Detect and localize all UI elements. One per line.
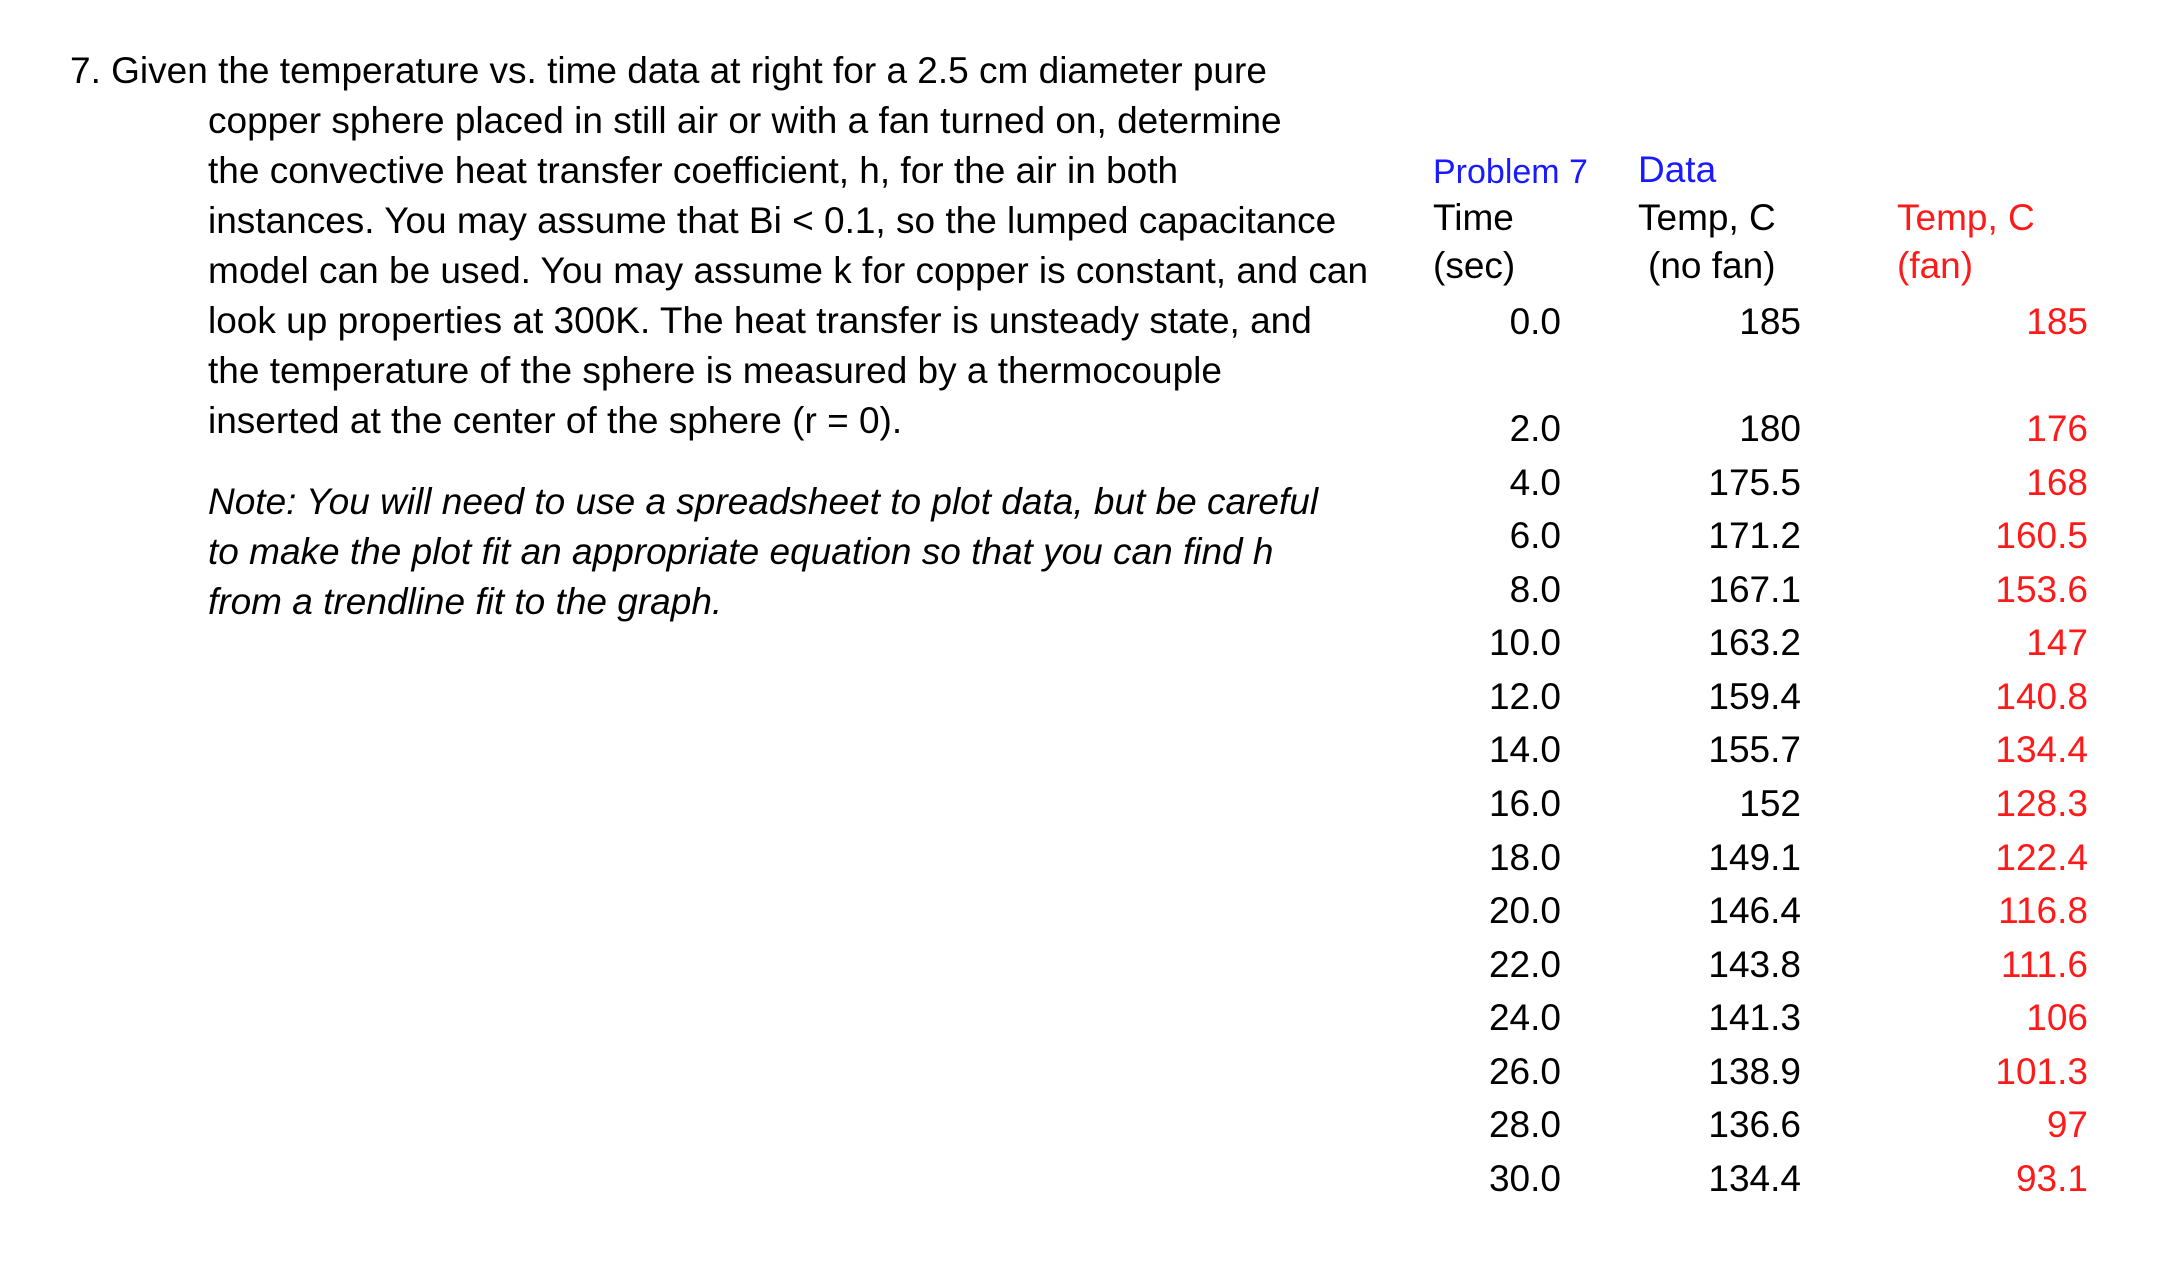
time-cell: 30.0 xyxy=(1488,1158,1561,1199)
problem-body xyxy=(70,96,1410,446)
nofan-cell: 134.4 xyxy=(1708,1158,1801,1199)
nofan-header-2: (no fan) xyxy=(1648,245,1776,286)
nofan-cell: 175.5 xyxy=(1708,462,1801,503)
problem-line: look up properties at 300K. The heat transfer is unsteady state, and xyxy=(208,300,1312,341)
fan-cell: 147 xyxy=(2026,622,2088,663)
nofan-cell: 138.9 xyxy=(1708,1051,1801,1092)
fan-cell: 116.8 xyxy=(1998,890,2088,931)
fan-cell: 185 xyxy=(2026,301,2088,342)
fan-header-2: (fan) xyxy=(1897,245,1974,286)
nofan-cell: 159.4 xyxy=(1708,676,1801,717)
fan-cell: 168 xyxy=(2026,462,2088,503)
problem-statement xyxy=(70,46,1410,446)
fan-cell: 111.6 xyxy=(2000,944,2088,985)
problem-line: copper sphere placed in still air or with a fan turned on, determine xyxy=(208,100,1282,141)
problem-first-line: 7. Given the temperature vs. time data at right for a 2.5 cm diameter pure xyxy=(70,50,1267,91)
nofan-cell: 167.1 xyxy=(1708,569,1801,610)
nofan-cell: 146.4 xyxy=(1708,890,1801,931)
nofan-cell: 155.7 xyxy=(1708,729,1801,770)
time-cell: 4.0 xyxy=(1509,462,1561,503)
fan-cell: 93.1 xyxy=(2015,1158,2088,1199)
time-header-1: Time xyxy=(1433,197,1514,238)
time-cell: 26.0 xyxy=(1488,1051,1561,1092)
time-cell: 28.0 xyxy=(1488,1104,1561,1145)
fan-cell: 97 xyxy=(2046,1104,2088,1145)
note-line: to make the plot fit an appropriate equation so that you can find h xyxy=(208,531,1274,572)
time-cell: 12.0 xyxy=(1488,676,1561,717)
time-cell: 8.0 xyxy=(1509,569,1561,610)
problem-line: inserted at the center of the sphere (r = 0). xyxy=(208,400,903,441)
fan-cell: 176 xyxy=(2026,408,2088,449)
problem-line: instances. You may assume that Bi < 0.1, so the lumped capacitance xyxy=(208,200,1337,241)
time-cell: 0.0 xyxy=(1509,301,1561,342)
table-title-right: Data xyxy=(1638,149,1717,190)
problem-line: model can be used. You may assume k for copper is constant, and can xyxy=(208,250,1369,291)
note xyxy=(208,477,1318,627)
fan-cell: 128.3 xyxy=(1995,783,2088,824)
time-cell: 20.0 xyxy=(1488,890,1561,931)
nofan-header-1: Temp, C xyxy=(1638,197,1776,238)
nofan-cell: 180 xyxy=(1739,408,1801,449)
time-cell: 14.0 xyxy=(1488,729,1561,770)
fan-cell: 122.4 xyxy=(1995,837,2088,878)
fan-cell: 153.6 xyxy=(1995,569,2088,610)
nofan-cell: 171.2 xyxy=(1708,515,1801,556)
nofan-cell: 185 xyxy=(1739,301,1801,342)
time-cell: 10.0 xyxy=(1488,622,1561,663)
fan-cell: 140.8 xyxy=(1995,676,2088,717)
problem-line: the convective heat transfer coefficient, h, for the air in both xyxy=(208,150,1179,191)
fan-cell: 134.4 xyxy=(1995,729,2088,770)
problem-line: the temperature of the sphere is measured by a thermocouple xyxy=(208,350,1222,391)
fan-header-1: Temp, C xyxy=(1897,197,2035,238)
nofan-cell: 149.1 xyxy=(1708,837,1801,878)
time-cell: 2.0 xyxy=(1509,408,1561,449)
fan-cell: 101.3 xyxy=(1995,1051,2088,1092)
time-cell: 18.0 xyxy=(1488,837,1561,878)
table-title-left: Problem 7 xyxy=(1433,153,1588,191)
note-line: Note: You will need to use a spreadsheet to plot data, but be careful xyxy=(208,481,1319,522)
time-cell: 16.0 xyxy=(1488,783,1561,824)
nofan-cell: 143.8 xyxy=(1708,944,1801,985)
time-cell: 22.0 xyxy=(1488,944,1561,985)
time-header-2: (sec) xyxy=(1433,245,1516,286)
nofan-cell: 163.2 xyxy=(1708,622,1801,663)
fan-cell: 106 xyxy=(2026,997,2088,1038)
nofan-cell: 141.3 xyxy=(1708,997,1801,1038)
time-cell: 24.0 xyxy=(1488,997,1561,1038)
time-cell: 6.0 xyxy=(1509,515,1561,556)
nofan-cell: 136.6 xyxy=(1708,1104,1801,1145)
nofan-cell: 152 xyxy=(1739,783,1801,824)
note-line: from a trendline fit to the graph. xyxy=(208,581,723,622)
fan-cell: 160.5 xyxy=(1995,515,2088,556)
